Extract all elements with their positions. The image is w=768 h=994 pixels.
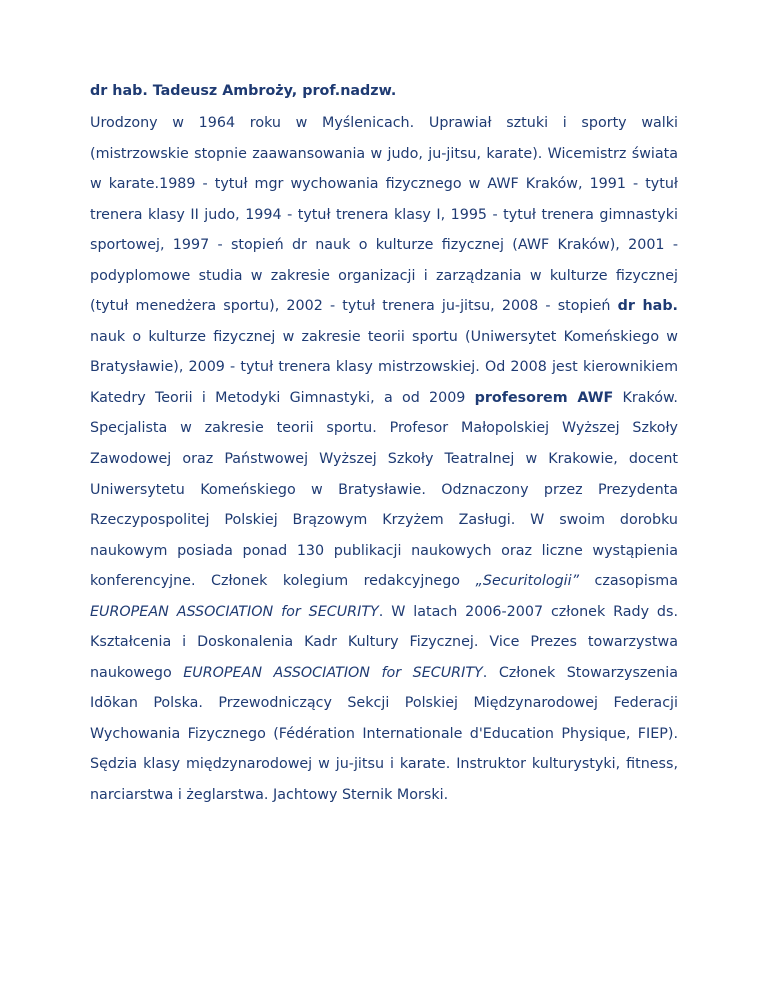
bio-bold-profesor: profesorem AWF [474, 389, 614, 406]
author-heading: dr hab. Tadeusz Ambroży, prof.nadzw. [90, 83, 397, 99]
bio-italic-securitologii: „Securitologii” [475, 573, 580, 590]
bio-bold-dr-hab: dr hab. [617, 298, 678, 315]
bio-text-2: nauk o kulturze fizycznej w zakresie teorii sportu (Uniwersytet Komeńskiego w Bratysławie), 2009 - tytuł trenera klasy mistrzowskiej. Od 2008 jest kierownikiem Katedry Teorii i Metodyki Gimnastyki, a od 2009 [90, 328, 678, 406]
biography-paragraph [90, 108, 678, 811]
bio-text-6: . Członek Stowarzyszenia Idōkan Polska. Przewodniczący Sekcji Polskiej Międzynarodowej Federacji Wychowania Fizycznego (Fédération Internationale d'Education Physique, FIEP). Sędzia klasy międzynarodowej w ju-jitsu i karate. Instruktor kulturystyki, fitness, narciarstwa i żeglarstwa. Jachtowy Sternik Morski. [90, 664, 678, 804]
document-page [90, 78, 678, 811]
bio-italic-eas-1: EUROPEAN ASSOCIATION for SECURITY [90, 603, 379, 620]
bio-text-1: Urodzony w 1964 roku w Myślenicach. Uprawiał sztuki i sporty walki (mistrzowskie stopnie zaawansowania w judo, ju-jitsu, karate). Wicemistrz świata w karate.1989 - tytuł mgr wychowania fizycznego w AWF Kraków, 1991 - tytuł trenera klasy II judo, 1994 - tytuł trenera klasy I, 1995 - tytuł trenera gimnastyki sportowej, 1997 - stopień dr nauk o kulturze fizycznej (AWF Kraków), 2001 - podyplomowe studia w zakresie organizacji i zarządzania w kulturze fizycznej (tytuł menedżera sportu), 2002 - tytuł trenera ju-jitsu, 2008 - stopień [90, 115, 678, 315]
bio-text-3: Kraków. Specjalista w zakresie teorii sportu. Profesor Małopolskiej Wyższej Szkoły Zawodowej oraz Państwowej Wyższej Szkoły Teatralnej w Krakowie, docent Uniwersytetu Komeńskiego w Bratysławie. Odznaczony przez Prezydenta Rzeczypospolitej Polskiej Brązowym Krzyżem Zasługi. W swoim dorobku naukowym posiada ponad 130 publikacji naukowych oraz liczne wystąpienia konferencyjne. Członek kolegium redakcyjnego [90, 389, 678, 590]
bio-italic-eas-2: EUROPEAN ASSOCIATION for SECURITY [183, 664, 483, 681]
bio-text-4: czasopisma [579, 573, 678, 590]
bio-text-5: . W latach 2006-2007 członek Rady ds. Kształcenia i Doskonalenia Kadr Kultury Fizycznej. Vice Prezes towarzystwa naukowego [90, 603, 678, 681]
